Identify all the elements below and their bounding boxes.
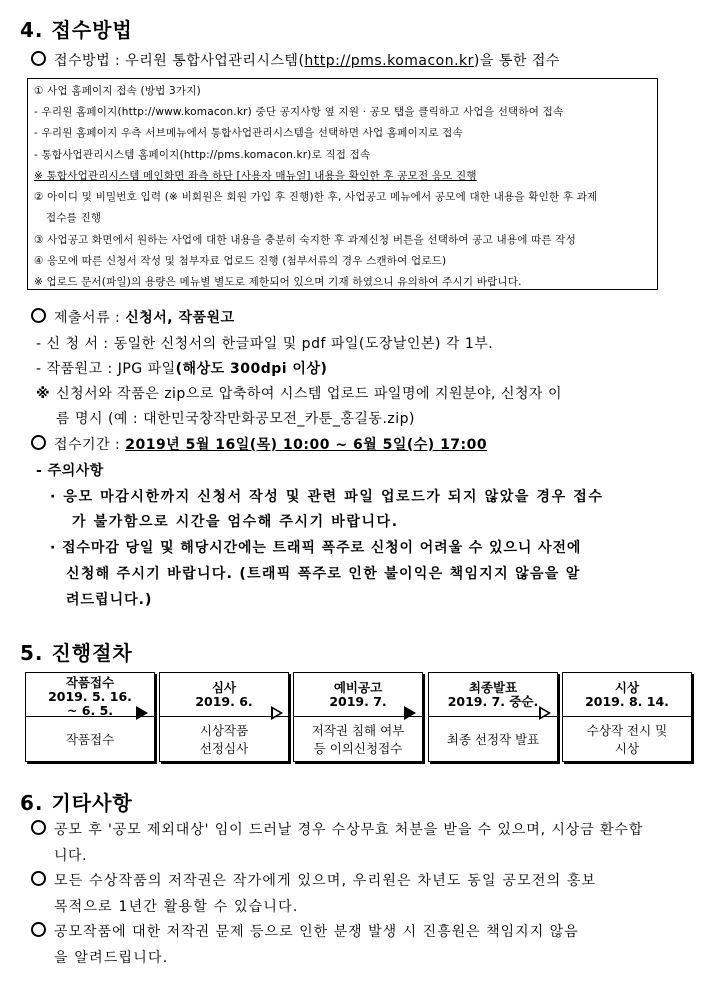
circle-bullet-icon: [31, 435, 46, 450]
caution-1b: 가 불가함으로 시간을 엄수해 주시기 바랍니다.: [72, 514, 399, 530]
stage-desc: 저작권 침해 여부: [311, 722, 405, 738]
caution-title: - 주의사항: [36, 463, 104, 479]
doc2-line: [36, 358, 327, 378]
section5-heading: 5. 진행절차: [20, 641, 133, 665]
note-mark: ※: [36, 386, 51, 402]
stage-title: 예비공고: [333, 680, 383, 695]
box-line-2: - 우리원 홈페이지(http://www.komacon.kr) 중단 공지사항 옆 지원 · 공모 탭을 클릭하고 사업을 선택하여 접속: [34, 106, 564, 118]
box-line-9: ④ 응모에 따른 신청서 작성 및 첨부자료 업로드 진행 (첨부서류의 경우 스캔하여 업로드): [34, 255, 447, 267]
arrow-right-outline-icon: [271, 706, 283, 720]
other-item-2b: 목적으로 1년간 활용할 수 있습니다.: [54, 899, 299, 915]
stage-date: 2019. 7.: [329, 694, 387, 709]
docs-line: [31, 307, 235, 327]
stage-desc-2: 등 이의신청접수: [313, 740, 403, 756]
period-line: [31, 434, 487, 454]
box-line-7: 접수를 진행: [46, 212, 102, 224]
caution-2b: 신청해 주시기 바랍니다. (트래픽 폭주로 인한 불이익은 책임지지 않음을 알: [66, 566, 581, 582]
stage-desc: 최종 선정작 발표: [446, 731, 540, 747]
docs-value: 신청서, 작품원고: [125, 310, 235, 326]
stage-desc-2: 선정심사: [199, 740, 249, 756]
box-line-4: - 통합사업관리시스템 홈페이지(http://pms.komacon.kr)로 직접 접속: [34, 149, 371, 161]
note-text-1: 신청서와 작품은 zip으로 압축하여 시스템 업로드 파일명에 지원분야, 신청자 이: [56, 386, 562, 402]
other-item-1a: [31, 819, 643, 839]
stage-title: 시상: [614, 680, 640, 695]
note-line-1: [36, 383, 562, 403]
doc2-prefix: - 작품원고 : JPG 파일: [36, 361, 176, 377]
circle-bullet-icon: [31, 308, 46, 323]
period-label: 접수기간 :: [54, 437, 126, 453]
stage-review: [159, 672, 289, 762]
box-line-1: ① 사업 홈페이지 접속 (방법 3가지): [34, 85, 201, 97]
stage-award: [562, 672, 692, 762]
circle-bullet-icon: [31, 922, 46, 937]
method-line: [31, 50, 560, 70]
stage-desc-2: 시상: [614, 740, 640, 756]
caution-2a: · 접수마감 당일 및 해당시간에는 트래픽 폭주로 신청이 어려울 수 있으니 사전에: [50, 540, 582, 556]
stage-date-2: ~ 6. 5.: [66, 703, 114, 718]
docs-label: 제출서류 :: [54, 310, 126, 326]
other-item-3a: [31, 921, 579, 941]
arrow-right-outline-icon: [539, 706, 551, 720]
circle-bullet-icon: [31, 820, 46, 835]
box-line-5: ※ 통합사업관리시스템 메인화면 좌측 하단 [사용자 매뉴얼] 내용을 확인한 후 공모전 응모 진행: [34, 170, 477, 182]
other-item-3b: 을 알려드립니다.: [54, 950, 169, 966]
method-suffix: )을 통한 접수: [473, 53, 560, 69]
pms-link[interactable]: http://pms.komacon.kr: [304, 53, 474, 69]
other-item-2a: [31, 870, 596, 890]
stage-date: 2019. 8. 14.: [585, 694, 669, 709]
other-item-3a-text: 공모작품에 대한 저작권 문제 등으로 인한 분쟁 발생 시 진흥원은 책임지지 않음: [54, 924, 579, 940]
circle-bullet-icon: [31, 51, 46, 66]
other-item-2a-text: 모든 수상작품의 저작권은 작가에게 있으며, 우리원은 차년도 동일 공모전의 홍보: [54, 873, 597, 889]
circle-bullet-icon: [31, 871, 46, 886]
stage-date: 2019. 6.: [195, 694, 253, 709]
stage-title: 심사: [211, 680, 237, 695]
box-line-10: ※ 업로드 문서(파일)의 용량은 메뉴별 별도로 제한되어 있으며 기재 하였으니 유의하여 주시기 바랍니다.: [34, 276, 522, 288]
arrow-right-icon: [404, 706, 416, 720]
other-item-1b: 니다.: [54, 848, 87, 864]
procedure-box: [27, 78, 658, 290]
method-prefix: 접수방법 : 우리원 통합사업관리시스템(: [54, 53, 305, 69]
other-item-1a-text: 공모 후 '공모 제외대상' 임이 드러날 경우 수상무효 처분을 받을 수 있으며, 시상금 환수합: [54, 822, 644, 838]
box-line-3: - 우리원 홈페이지 우측 서브메뉴에서 통합사업관리시스템을 선택하면 사업 홈페이지로 접속: [34, 127, 463, 139]
section6-heading: 6. 기타사항: [20, 791, 133, 815]
doc1-line: - 신 청 서 : 동일한 신청서의 한글파일 및 pdf 파일(도장날인본) 각 1부.: [36, 336, 494, 352]
stage-title: 작품접수: [65, 675, 115, 690]
doc2-bold: (해상도 300dpi 이상): [175, 361, 328, 377]
stage-desc: 수상작 전시 및: [586, 722, 668, 738]
stage-title: 최종발표: [468, 680, 518, 695]
stage-desc: 작품접수: [65, 731, 115, 747]
period-value: 2019년 5월 16일(목) 10:00 ~ 6월 5일(수) 17:00: [125, 437, 488, 453]
stage-date: 2019. 5. 16.: [48, 689, 132, 704]
box-line-8: ③ 사업공고 화면에서 원하는 사업에 대한 내용을 충분히 숙지한 후 과제신청 버튼을 선택하여 공고 내용에 따른 작성: [34, 234, 576, 246]
stage-desc: 시상작품: [199, 722, 249, 738]
caution-2c: 려드립니다.): [66, 592, 153, 608]
caution-1a: · 응모 마감시한까지 신청서 작성 및 관련 파일 업로드가 되지 않았을 경우 접수: [50, 489, 604, 505]
arrow-right-icon: [136, 706, 148, 720]
section4-heading: 4. 접수방법: [20, 18, 133, 42]
note-line-2: 름 명시 (예 : 대한민국창작만화공모전_카툰_홍길동.zip): [56, 411, 415, 427]
stage-date: 2019. 7. 중순.: [447, 694, 539, 709]
box-line-6: ② 아이디 및 비밀번호 입력 (※ 비회원은 회원 가입 후 진행)한 후, 사업공고 메뉴에서 공모에 대한 내용을 확인한 후 과제: [34, 191, 598, 203]
